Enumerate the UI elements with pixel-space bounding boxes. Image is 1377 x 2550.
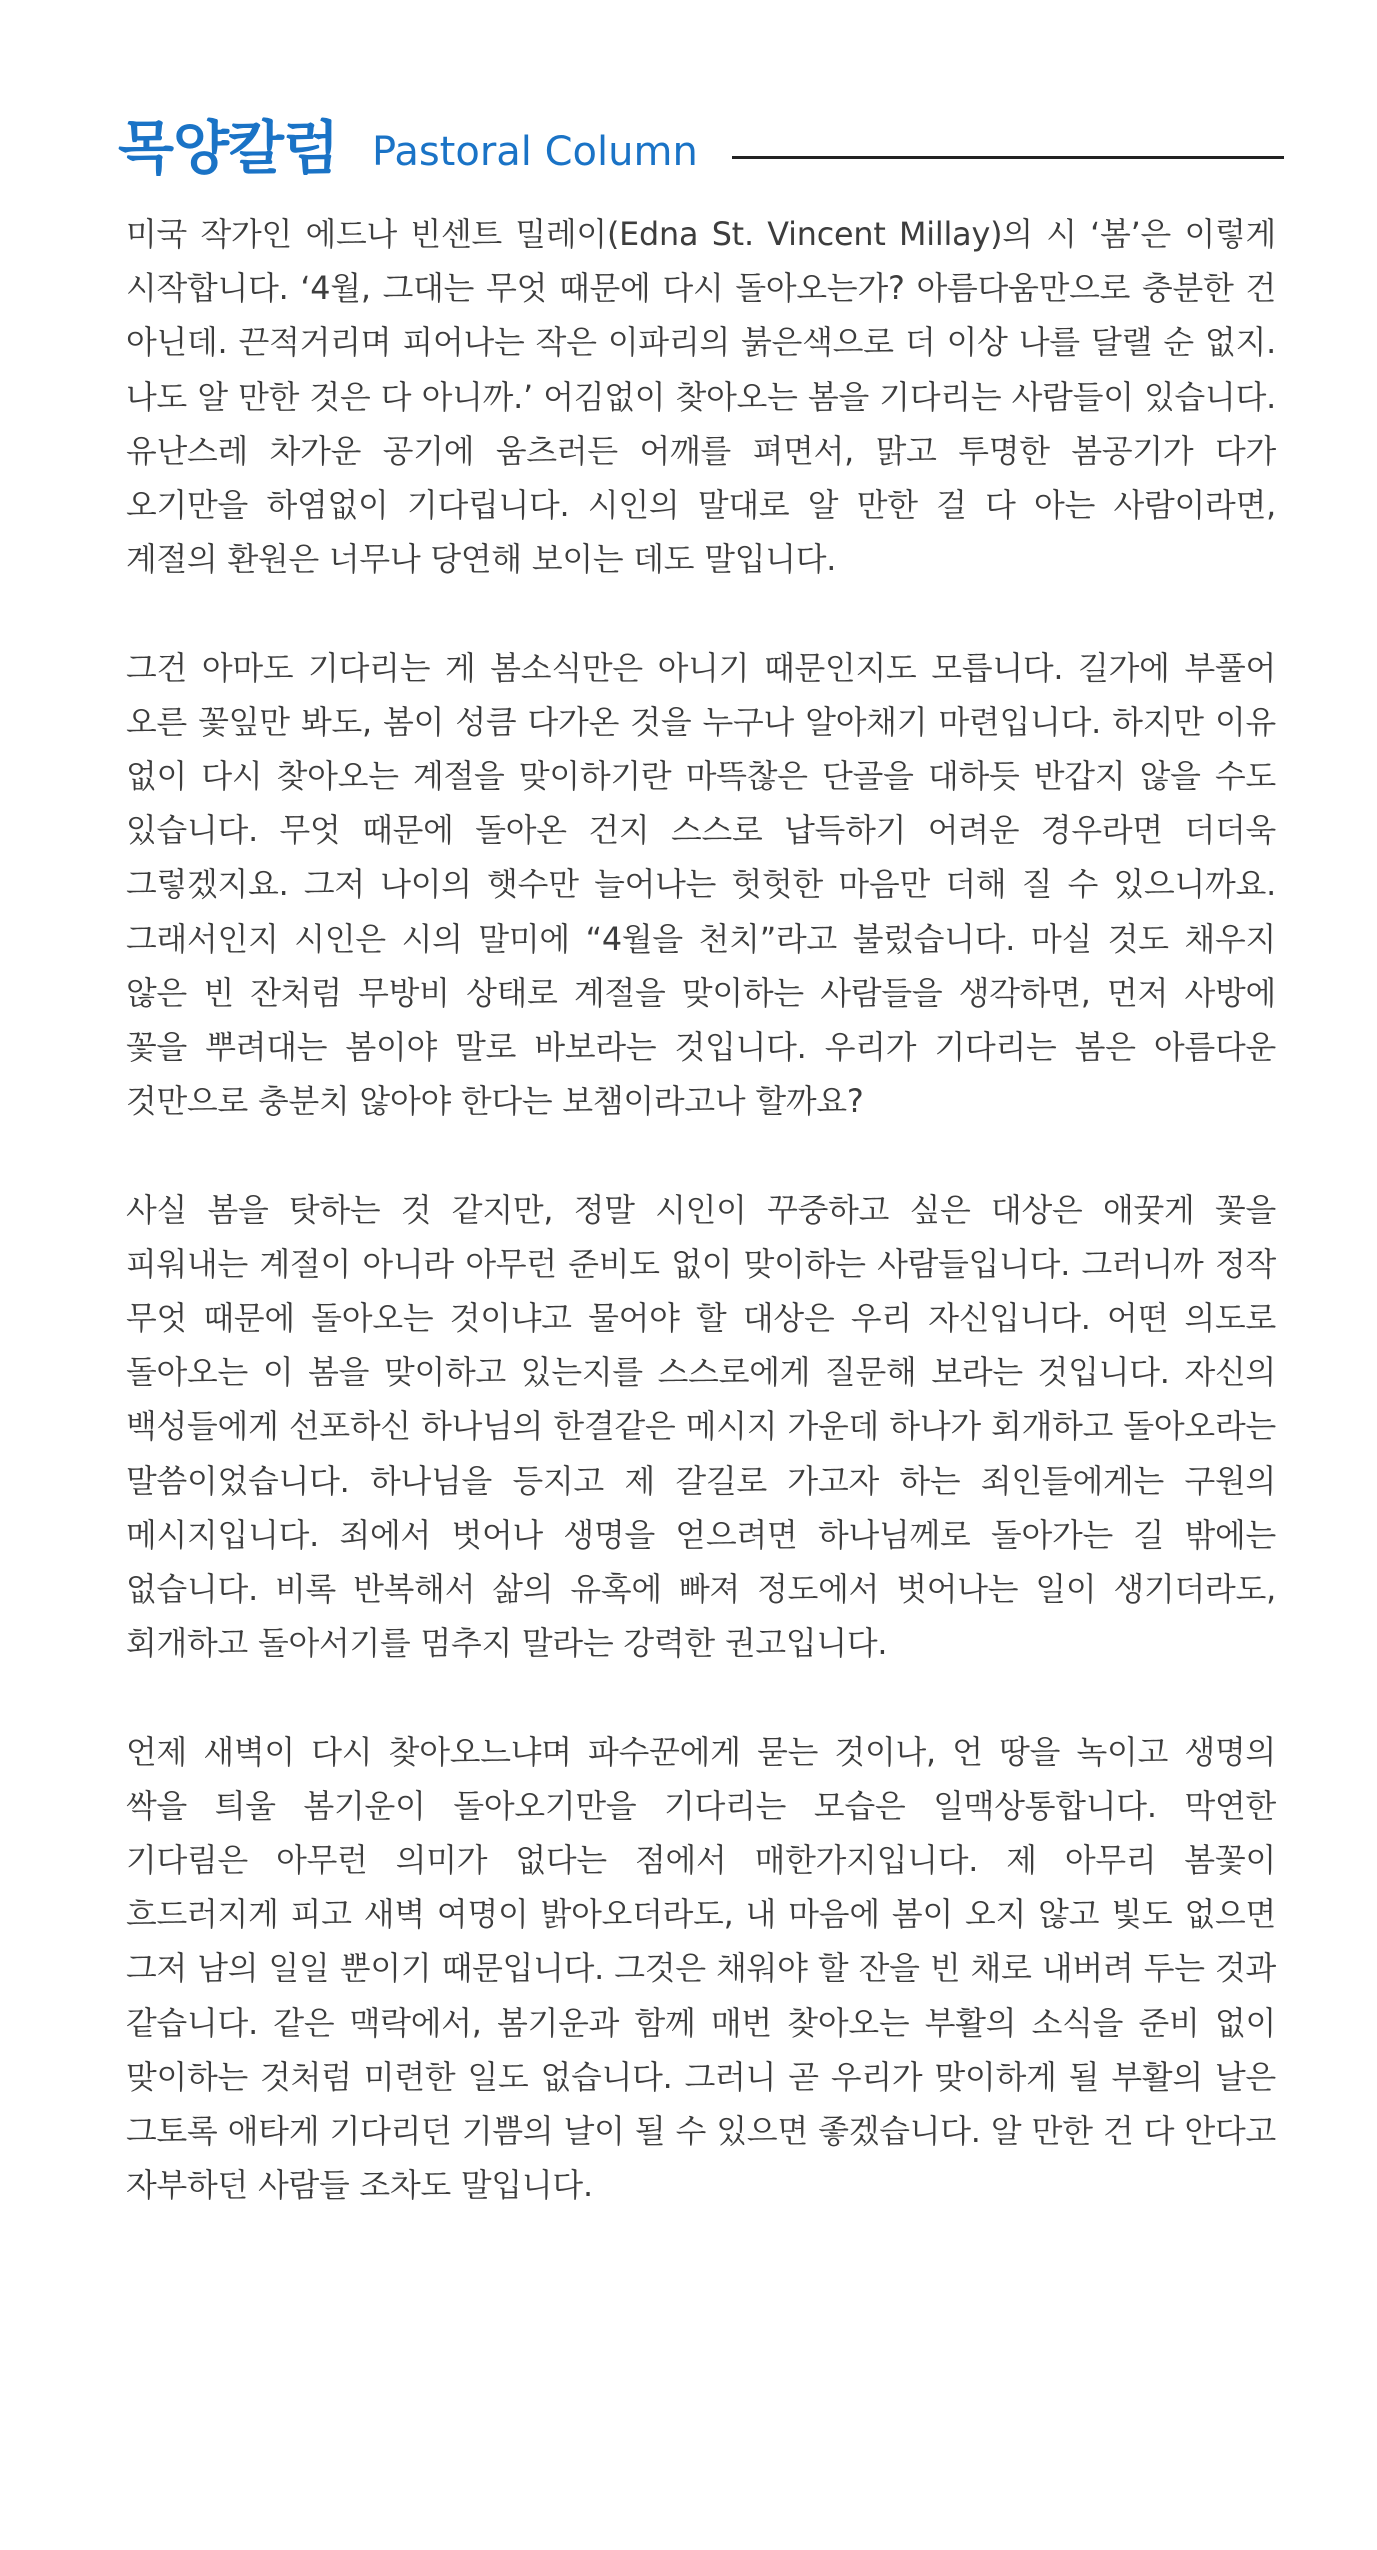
column-body <box>126 208 1276 2213</box>
paragraph-4: 언제 새벽이 다시 찾아오느냐며 파수꾼에게 묻는 것이나, 언 땅을 녹이고 생명의 싹을 틔울 봄기운이 돌아오기만을 기다리는 모습은 일맥상통합니다. 막연한 기다림은 아무런 의미가 없다는 점에서 매한가지입니다. 제 아무리 봄꽃이 흐드러지게 피고 새벽 여명이 밝아오더라도, 내 마음에 봄이 오지 않고 빛도 없으면 그저 남의 일일 뿐이기 때문입니다. 그것은 채워야 할 잔을 빈 채로 내버려 두는 것과 같습니다. 같은 맥락에서, 봄기운과 함께 매번 찾아오는 부활의 소식을 준비 없이 맞이하는 것처럼 미련한 일도 없습니다. 그러니 곧 우리가 맞이하게 될 부활의 날은 그토록 애타게 기다리던 기쁨의 날이 될 수 있으면 좋겠습니다. 알 만한 건 다 안다고 자부하던 사람들 조차도 말입니다. <box>126 1733 1276 2205</box>
paragraph-3: 사실 봄을 탓하는 것 같지만, 정말 시인이 꾸중하고 싶은 대상은 애꿎게 꽃을 피워내는 계절이 아니라 아무런 준비도 없이 맞이하는 사람들입니다. 그러니까 정작 무엇 때문에 돌아오는 것이냐고 물어야 할 대상은 우리 자신입니다. 어떤 의도로 돌아오는 이 봄을 맞이하고 있는지를 스스로에게 질문해 보라는 것입니다. 자신의 백성들에게 선포하신 하나님의 한결같은 메시지 가운데 하나가 회개하고 돌아오라는 말씀이었습니다. 하나님을 등지고 제 갈길로 가고자 하는 죄인들에게는 구원의 메시지입니다. 죄에서 벗어나 생명을 얻으려면 하나님께로 돌아가는 길 밖에는 없습니다. 비록 반복해서 삶의 유혹에 빠져 정도에서 벗어나는 일이 생기더라도, 회개하고 돌아서기를 멈추지 말라는 강력한 권고입니다. <box>126 1191 1276 1663</box>
title-divider-line <box>732 156 1284 159</box>
column-title-korean: 목양칼럼 <box>118 114 339 182</box>
paragraph-1: 미국 작가인 에드나 빈센트 밀레이(Edna St. Vincent Millay)의 시 ‘봄’은 이렇게 시작합니다. ‘4월, 그대는 무엇 때문에 다시 돌아오는가? 아름다움만으로 충분한 건 아닌데. 끈적거리며 피어나는 작은 이파리의 붉은색으로 더 이상 나를 달랠 순 없지. 나도 알 만한 것은 다 아니까.’ 어김없이 찾아오는 봄을 기다리는 사람들이 있습니다. 유난스레 차가운 공기에 움츠러든 어깨를 펴면서, 맑고 투명한 봄공기가 다가 오기만을 하염없이 기다립니다. 시인의 말대로 알 만한 걸 다 아는 사람이라면, 계절의 환원은 너무나 당연해 보이는 데도 말입니다. <box>126 216 1276 579</box>
paragraph-2: 그건 아마도 기다리는 게 봄소식만은 아니기 때문인지도 모릅니다. 길가에 부풀어 오른 꽃잎만 봐도, 봄이 성큼 다가온 것을 누구나 알아채기 마련입니다. 하지만 이유 없이 다시 찾아오는 계절을 맞이하기란 마뜩찮은 단골을 대하듯 반갑지 않을 수도 있습니다. 무엇 때문에 돌아온 건지 스스로 납득하기 어려운 경우라면 더더욱 그렇겠지요. 그저 나이의 햇수만 늘어나는 헛헛한 마음만 더해 질 수 있으니까요. 그래서인지 시인은 시의 말미에 “4월을 천치”라고 불렀습니다. 마실 것도 채우지 않은 빈 잔처럼 무방비 상태로 계절을 맞이하는 사람들을 생각하면, 먼저 사방에 꽃을 뿌려대는 봄이야 말로 바보라는 것입니다. 우리가 기다리는 봄은 아름다운 것만으로 충분치 않아야 한다는 보챔이라고나 할까요? <box>126 649 1276 1121</box>
column-title-english: Pastoral Column <box>372 129 698 175</box>
column-header <box>118 108 1278 188</box>
